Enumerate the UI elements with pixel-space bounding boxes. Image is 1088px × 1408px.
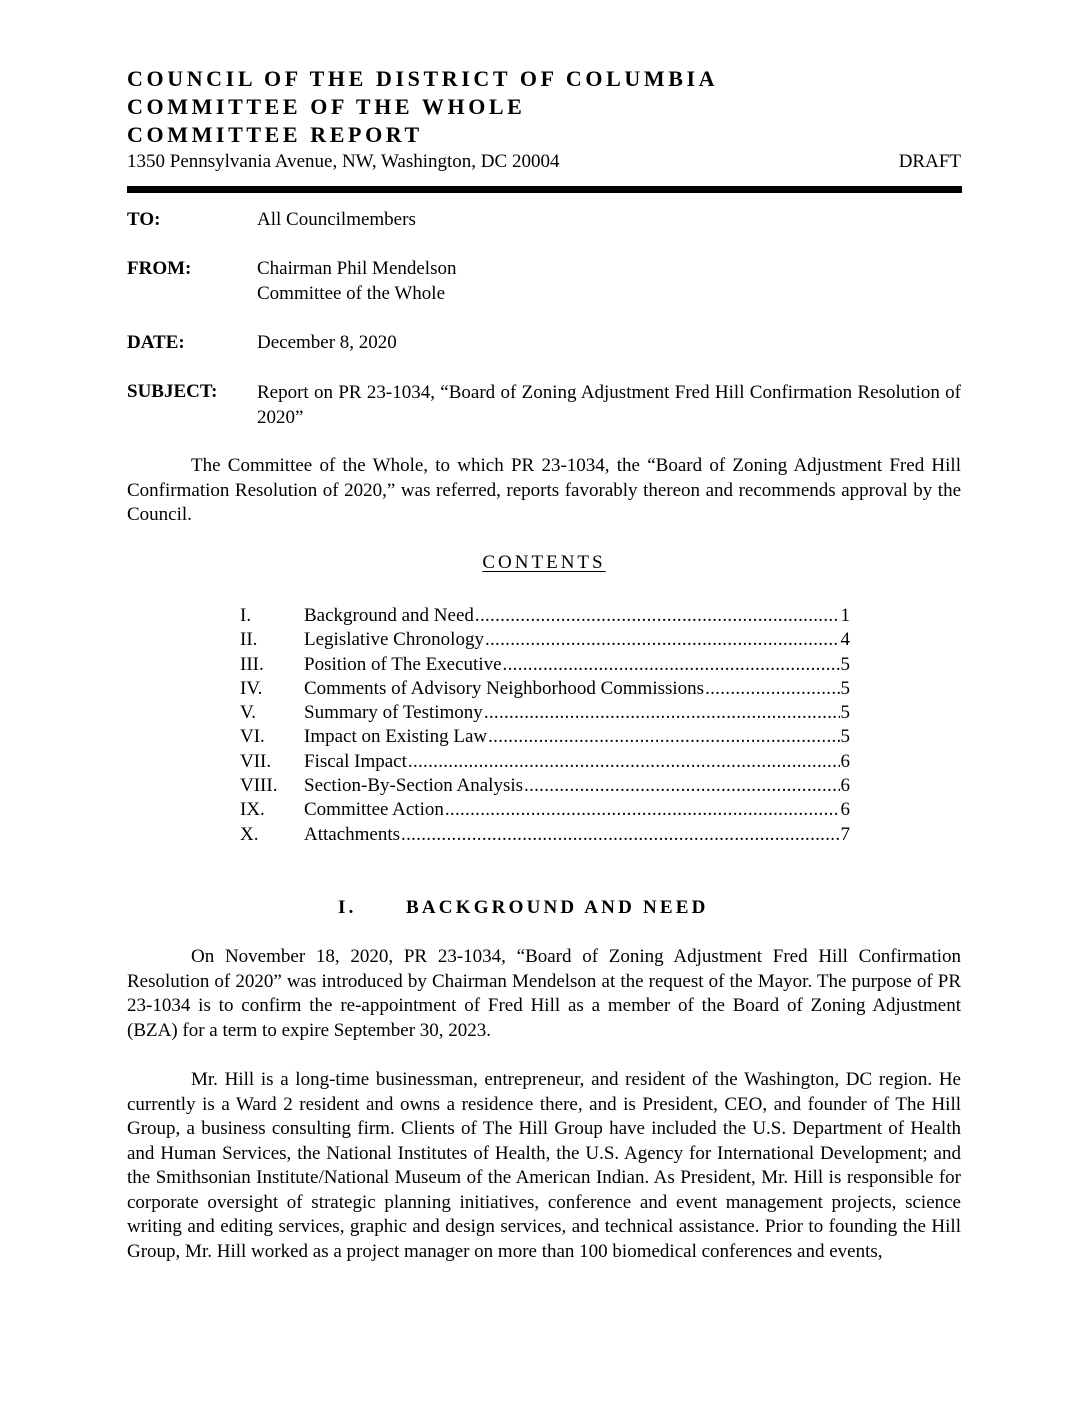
subject-label: SUBJECT: bbox=[127, 381, 218, 402]
toc-leader-dots bbox=[524, 774, 839, 798]
subject-value: Report on PR 23-1034, “Board of Zoning Adjustment Fred Hill Confirmation Resolution of 2020” bbox=[257, 382, 961, 428]
toc-title: Position of The Executive bbox=[304, 653, 502, 675]
toc-number: IV. bbox=[240, 677, 263, 699]
toc-page-number: 6 bbox=[840, 750, 850, 772]
toc-row bbox=[240, 701, 850, 725]
toc-leader-dots bbox=[445, 798, 840, 822]
toc-leader-dots bbox=[503, 653, 840, 677]
toc-row bbox=[240, 604, 850, 628]
toc-number: V. bbox=[240, 702, 257, 724]
committee-name-heading: COMMITTEE OF THE WHOLE bbox=[127, 94, 526, 119]
toc-title: Fiscal Impact bbox=[304, 750, 407, 772]
contents-title bbox=[0, 553, 1088, 572]
toc-title: Comments of Advisory Neighborhood Commissions bbox=[304, 677, 705, 699]
toc-row bbox=[240, 798, 850, 822]
to-value: All Councilmembers bbox=[257, 209, 416, 230]
address-row bbox=[127, 152, 961, 171]
toc-leader-dots bbox=[408, 750, 840, 774]
intro-paragraph: The Committee of the Whole, to which PR 23-1034, the “Board of Zoning Adjustment Fred Hill Confirmation Resolution of 2020,” was referred, reports favorably thereon and recommends approval by the Council. bbox=[127, 455, 961, 525]
toc-leader-dots bbox=[488, 725, 839, 749]
section-heading bbox=[338, 898, 709, 917]
toc-row bbox=[240, 677, 850, 701]
toc-number: III. bbox=[240, 653, 264, 675]
toc-number: VIII. bbox=[240, 775, 278, 797]
council-name-heading: COUNCIL OF THE DISTRICT OF COLUMBIA bbox=[127, 66, 719, 91]
council-address: 1350 Pennsylvania Avenue, NW, Washington, DC 20004 bbox=[127, 151, 560, 172]
from-label: FROM: bbox=[127, 258, 192, 279]
toc-page-number: 6 bbox=[840, 799, 850, 821]
toc-title: Background and Need bbox=[304, 605, 474, 626]
background-paragraph-1: On November 18, 2020, PR 23-1034, “Board of Zoning Adjustment Fred Hill Confirmation Resolution of 2020” was introduced by Chairman Mendelson at the request of the Mayor. The purpose of PR 23-1034 is to confirm the re-appointment of Fred Hill as a member of the Board of Zoning Adjustment (BZA) for a term to expire September 30, 2023. bbox=[127, 946, 961, 1041]
table-of-contents bbox=[240, 604, 850, 847]
to-label: TO: bbox=[127, 209, 161, 230]
background-paragraph-2: Mr. Hill is a long-time businessman, entrepreneur, and resident of the Washington, DC region. He currently is a Ward 2 resident and owns a residence there, and is President, CEO, and founder of The Hill Group, a business consulting firm. Clients of The Hill Group have included the U.S. Department of Health and Human Services, the National Institutes of Health, the U.S. Agency for International Development; and the Smithsonian Institute/National Museum of the American Indian. As President, Mr. Hill is responsible for corporate oversight of strategic planning initiatives, conference and event management projects, science writing and editing services, graphic and design services, and technical assistance. Prior to founding the Hill Group, Mr. Hill worked as a project manager on more than 100 biomedical conferences and events, bbox=[127, 1069, 961, 1262]
toc-number: I. bbox=[240, 605, 252, 626]
toc-row bbox=[240, 823, 850, 847]
header-rule bbox=[127, 186, 962, 193]
toc-title: Summary of Testimony bbox=[304, 702, 483, 724]
toc-page-number: 1 bbox=[840, 605, 850, 626]
toc-leader-dots bbox=[475, 604, 840, 628]
toc-page-number: 5 bbox=[840, 677, 850, 699]
toc-title: Attachments bbox=[304, 823, 401, 845]
from-value-line-2: Committee of the Whole bbox=[257, 283, 446, 304]
toc-row bbox=[240, 750, 850, 774]
toc-title: Legislative Chronology bbox=[304, 629, 484, 651]
draft-status: DRAFT bbox=[898, 151, 961, 172]
toc-page-number: 6 bbox=[840, 775, 850, 797]
toc-number: VI. bbox=[240, 726, 265, 748]
toc-leader-dots bbox=[705, 677, 839, 701]
toc-page-number: 4 bbox=[840, 629, 850, 651]
date-label: DATE: bbox=[127, 332, 185, 353]
toc-row bbox=[240, 653, 850, 677]
toc-leader-dots bbox=[485, 628, 840, 652]
toc-page-number: 5 bbox=[840, 702, 850, 724]
section-number: I. bbox=[338, 897, 357, 918]
date-value: December 8, 2020 bbox=[257, 332, 397, 353]
toc-page-number: 5 bbox=[840, 726, 850, 748]
toc-title: Impact on Existing Law bbox=[304, 726, 488, 748]
toc-number: IX. bbox=[240, 799, 265, 821]
toc-number: X. bbox=[240, 823, 259, 845]
toc-leader-dots bbox=[401, 823, 839, 847]
contents-title-text: CONTENTS bbox=[482, 552, 606, 573]
toc-row bbox=[240, 628, 850, 652]
from-value-line-1: Chairman Phil Mendelson bbox=[257, 258, 457, 279]
toc-title: Section-By-Section Analysis bbox=[304, 775, 524, 797]
toc-leader-dots bbox=[484, 701, 840, 725]
toc-number: II. bbox=[240, 629, 258, 651]
toc-row bbox=[240, 774, 850, 798]
toc-page-number: 5 bbox=[840, 653, 850, 675]
toc-page-number: 7 bbox=[840, 823, 850, 845]
toc-row bbox=[240, 725, 850, 749]
toc-number: VII. bbox=[240, 750, 272, 772]
section-title: BACKGROUND AND NEED bbox=[406, 897, 709, 918]
toc-title: Committee Action bbox=[304, 799, 444, 821]
report-type-heading: COMMITTEE REPORT bbox=[127, 122, 423, 147]
